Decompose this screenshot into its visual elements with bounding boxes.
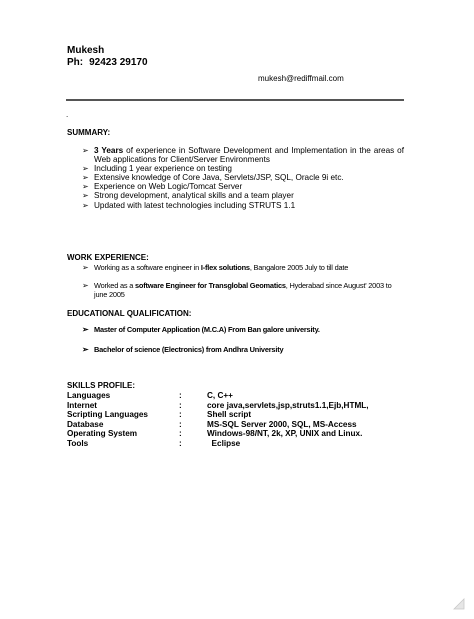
phone-line <box>67 57 148 68</box>
summary-item-text: Including 1 year experience on testing <box>94 164 232 174</box>
skill-value: Windows-98/NT, 2k, XP, UNIX and Linux. <box>207 429 363 438</box>
company-name: I-flex solutions <box>200 263 250 272</box>
summary-item <box>82 173 404 182</box>
arrow-bullet-icon: ➢ <box>82 191 89 201</box>
work-item <box>82 281 406 299</box>
summary-item <box>82 201 404 210</box>
skill-value: Shell script <box>207 410 252 419</box>
work-experience-heading: WORK EXPERIENCE: <box>67 253 149 262</box>
skill-colon: : <box>179 419 182 429</box>
summary-item <box>82 182 404 191</box>
education-item-text: Master of Computer Application (M.C.A) From Ban galore university. <box>94 325 320 334</box>
skill-key: Internet <box>67 400 98 410</box>
summary-item-text: Strong development, analytical skills and a team player <box>94 191 294 201</box>
skill-key: Tools <box>67 438 89 448</box>
phone-number: 92423 29170 <box>89 57 148 68</box>
skill-value: C, C++ <box>207 391 233 400</box>
education-list <box>82 325 406 365</box>
arrow-bullet-icon: ➢ <box>82 263 89 272</box>
phone-label: Ph: <box>67 57 84 68</box>
summary-heading: SUMMARY: <box>67 128 111 137</box>
skill-value: core java,servlets,jsp,struts1.1,Ejb,HTML, <box>207 400 369 410</box>
arrow-bullet-icon: ➢ <box>82 173 89 183</box>
summary-item-text: Extensive knowledge of Core Java, Servlets/JSP, SQL, Oracle 9i etc. <box>94 173 344 183</box>
company-name: software Engineer for Transglobal Geomatics <box>135 281 286 290</box>
arrow-bullet-icon: ➢ <box>82 146 89 155</box>
skill-colon: : <box>179 391 182 400</box>
summary-item-text: Experience on Web Logic/Tomcat Server <box>94 182 243 192</box>
summary-list <box>82 146 404 210</box>
arrow-bullet-icon: ➢ <box>82 200 89 210</box>
work-item-text: , Bangalore 2005 July to till date <box>249 263 349 272</box>
summary-item-text: of experience in Software Development and Implementation in the areas of Web applications for Client/Server Environments <box>94 146 404 165</box>
email-address: mukesh@rediffmail.com <box>258 74 344 83</box>
skills-heading: SKILLS PROFILE: <box>67 381 135 390</box>
work-item-text: , Hyderabad since August' 2003 to june 2005 <box>94 281 392 299</box>
skill-key: Operating System <box>67 429 138 438</box>
summary-item-bold: 3 Years <box>94 146 124 155</box>
skill-colon: : <box>179 438 182 448</box>
skill-value: MS-SQL Server 2000, SQL, MS-Access <box>207 419 357 429</box>
education-item <box>82 345 406 354</box>
skill-colon: : <box>179 400 182 410</box>
education-heading: EDUCATIONAL QUALIFICATION: <box>67 309 192 318</box>
skill-colon: : <box>179 410 182 419</box>
arrow-bullet-icon: ➢ <box>82 164 89 174</box>
education-item-text: Bachelor of science (Electronics) from Andhra University <box>94 345 284 354</box>
summary-item <box>82 164 404 173</box>
arrow-bullet-icon: ➢ <box>82 182 89 192</box>
work-item-text: Working as a software engineer in <box>94 263 201 272</box>
education-item <box>82 325 406 334</box>
skill-key: Scripting Languages <box>67 410 148 419</box>
work-experience-list <box>82 263 406 308</box>
summary-item <box>82 191 404 200</box>
page-curl-icon <box>452 597 466 611</box>
skill-colon: : <box>179 429 182 438</box>
skill-value: Eclipse <box>207 438 241 448</box>
arrow-bullet-icon: ➢ <box>82 325 89 334</box>
work-item-text: Worked as a <box>94 281 136 290</box>
stray-dot: . <box>66 110 69 119</box>
arrow-bullet-icon: ➢ <box>82 345 89 354</box>
header-divider <box>66 99 404 101</box>
candidate-name: Mukesh <box>67 45 105 56</box>
skill-key: Languages <box>67 391 111 400</box>
work-item <box>82 263 406 272</box>
arrow-bullet-icon: ➢ <box>82 281 89 290</box>
skill-key: Database <box>67 419 104 429</box>
summary-item-text: Updated with latest technologies including STRUTS 1.1 <box>94 200 296 210</box>
summary-item <box>82 146 404 164</box>
